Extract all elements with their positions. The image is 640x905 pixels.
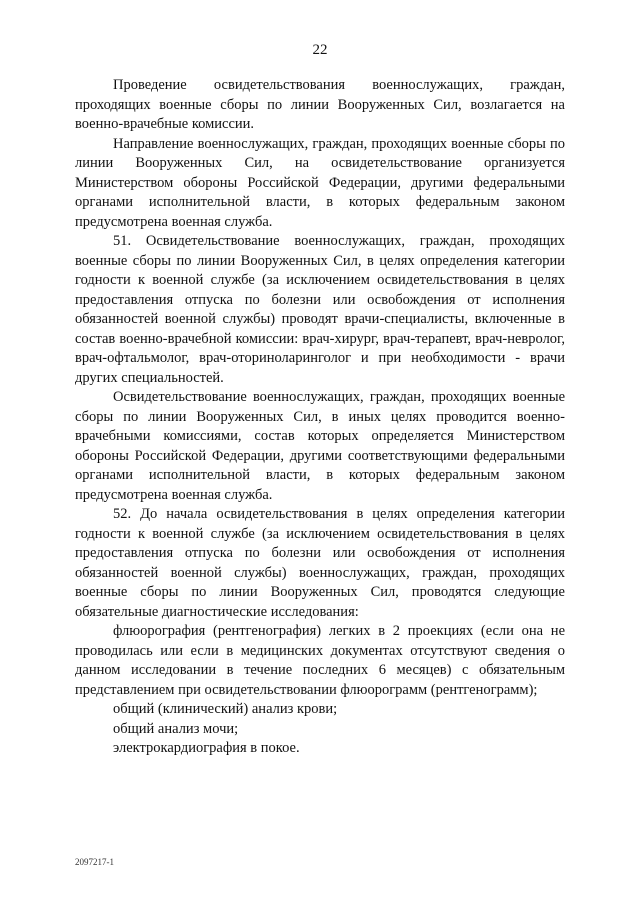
paragraph: Направление военнослужащих, граждан, проходящих военные сборы по линии Вооруженных Сил, на освидетельствование организуется Министерством обороны Российской Федерации, другими федеральными органами исполнительной власти, в которых федеральным законом предусмотрена военная служба. [75, 135, 565, 230]
paragraph-clause-51: 51. Освидетельствование военнослужащих, граждан, проходящих военные сборы по линии Вооруженных Сил, в целях определения категории годности к военной службе (за исключением освидетельствования в целях предоставления отпуска по болезни или освобождения от исполнения обязанностей военной службы) проводят врачи-специалисты, включенные в состав военно-врачебной комиссии: врач-хирург, врач-терапевт, врач-невролог, врач-офтальмолог, врач-оториноларинголог и при необходимости - врачи других специальностей. [75, 233, 565, 386]
document-code: 2097217-1 [75, 857, 114, 867]
list-item: общий анализ мочи; [113, 720, 239, 737]
list-item: флюорография (рентгенография) легких в 2 проекциях (если она не проводилась или если в медицинских документах отсутствуют сведения о данном исследовании в течение последних 6 месяцев) с обязательным представлением при освидетельствовании флюорограмм (рентгенограмм); [75, 623, 565, 698]
list-item: электрокардиография в покое. [113, 740, 300, 756]
page-number: 22 [312, 42, 328, 58]
list-item: общий (клинический) анализ крови; [113, 701, 338, 717]
document-body [75, 76, 565, 759]
paragraph-clause-52: 52. До начала освидетельствования в целях определения категории годности к военной службе (за исключением освидетельствования в целях предоставления отпуска по болезни или освобождения от исполнения обязанностей военной службы) военнослужащих, граждан, проходящих военные сборы по линии Вооруженных Сил, проводятся следующие обязательные диагностические исследования: [75, 506, 565, 620]
paragraph: Проведение освидетельствования военнослужащих, граждан, проходящих военные сборы по линии Вооруженных Сил, возлагается на военно-врачебные комиссии. [75, 77, 565, 132]
paragraph: Освидетельствование военнослужащих, граждан, проходящих военные сборы по линии Вооруженных Сил, в иных целях проводится военно-врачебными комиссиями, состав которых определяется Министерством обороны Российской Федерации, другими соответствующими федеральными органами исполнительной власти, в которых федеральным законом предусмотрена военная служба. [75, 389, 565, 503]
